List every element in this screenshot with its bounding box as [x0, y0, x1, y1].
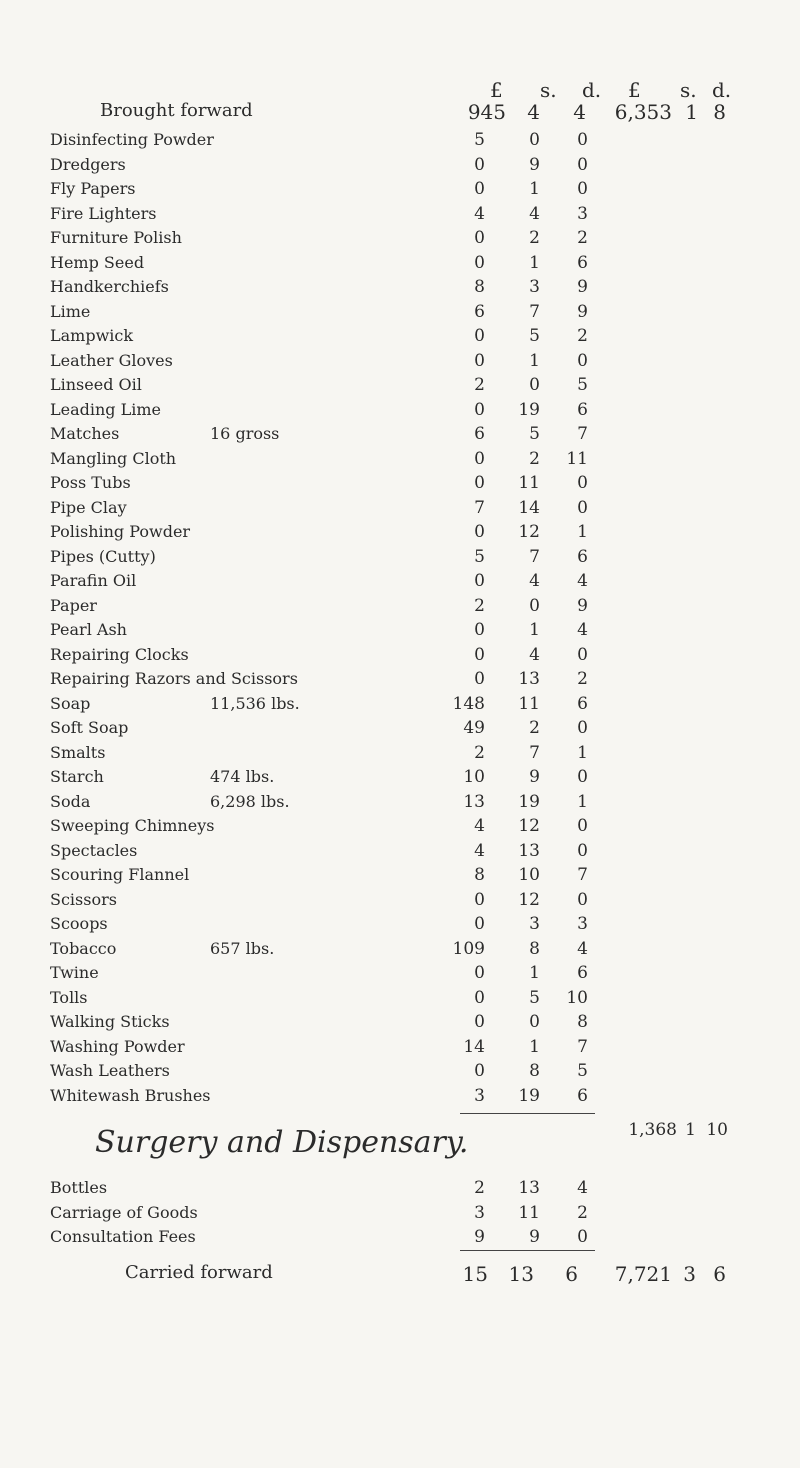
- table-row: [0, 545, 800, 570]
- item-name: Polishing Powder: [50, 522, 191, 541]
- item-shillings: 12: [518, 816, 540, 836]
- item-shillings: 11: [518, 1202, 540, 1223]
- table-row: [0, 153, 800, 178]
- item-pence: 6: [577, 252, 588, 273]
- header-pence-2: d.: [712, 78, 732, 102]
- item-pence: 3: [577, 203, 588, 224]
- item-pence: 0: [577, 816, 588, 836]
- item-name: Fly Papers: [50, 179, 136, 198]
- item-name: Repairing Clocks: [50, 644, 189, 664]
- item-pence: 7: [577, 424, 588, 444]
- item-shillings: 0: [529, 1012, 540, 1032]
- table-row: [0, 1035, 800, 1060]
- item-shillings: 2: [529, 718, 540, 738]
- item-pounds: 5: [474, 546, 485, 567]
- table-row: [0, 961, 800, 986]
- item-shillings: 7: [529, 742, 540, 763]
- item-pence: 0: [577, 130, 588, 150]
- item-pence: 0: [577, 350, 588, 371]
- item-pounds: 5: [474, 130, 485, 150]
- brought-forward-pounds-2: 6,353: [614, 100, 672, 124]
- item-pounds: 0: [474, 914, 485, 934]
- item-shillings: 1: [529, 350, 540, 371]
- brought-forward-pounds: 945: [467, 100, 506, 124]
- table-row: [0, 128, 800, 153]
- table-row: [0, 1084, 800, 1109]
- table-row: [0, 643, 800, 668]
- table-row: [0, 839, 800, 864]
- item-shillings: 11: [518, 473, 540, 493]
- item-name: Scouring Flannel: [50, 865, 190, 884]
- brought-forward-pence-2: 8: [713, 100, 726, 124]
- item-pence: 0: [577, 497, 588, 518]
- carried-forward-label: Carried forward: [125, 1262, 273, 1283]
- item-pounds: 0: [474, 571, 485, 591]
- item-shillings: 19: [518, 1085, 540, 1106]
- table-row: [0, 520, 800, 545]
- table-row: [0, 814, 800, 839]
- item-pence: 4: [577, 571, 588, 591]
- item-shillings: 3: [529, 914, 540, 934]
- item-pence: 2: [577, 669, 588, 689]
- item-shillings: 9: [529, 767, 540, 787]
- item-pounds: 0: [474, 350, 485, 371]
- item-shillings: 12: [518, 889, 540, 910]
- item-name: Fire Lighters: [50, 203, 157, 223]
- item-pence: 4: [577, 620, 588, 640]
- table-row: [0, 471, 800, 496]
- item-pounds: 0: [474, 889, 485, 910]
- item-pence: 10: [566, 987, 588, 1008]
- item-shillings: 1: [529, 252, 540, 273]
- item-shillings: 14: [518, 497, 540, 518]
- item-pounds: 10: [463, 767, 485, 787]
- item-pence: 6: [577, 693, 588, 714]
- item-pounds: 7: [474, 497, 485, 518]
- item-shillings: 2: [529, 448, 540, 469]
- header-shilling-2: s.: [680, 78, 697, 102]
- table-row: [0, 496, 800, 521]
- item-pounds: 0: [474, 620, 485, 640]
- item-pounds: 0: [474, 1061, 485, 1081]
- item-pence: 8: [577, 1012, 588, 1032]
- item-pounds: 9: [474, 1227, 485, 1247]
- item-shillings: 5: [529, 987, 540, 1008]
- item-pounds: 14: [463, 1036, 485, 1057]
- item-pounds: 6: [474, 301, 485, 322]
- item-shillings: 5: [529, 424, 540, 444]
- item-shillings: 0: [529, 375, 540, 395]
- brought-forward-label: Brought forward: [100, 100, 253, 121]
- item-name: Tolls: [50, 987, 88, 1007]
- item-pounds: 0: [474, 963, 485, 983]
- table-row: [0, 1176, 800, 1201]
- item-pence: 6: [577, 1085, 588, 1106]
- item-name: Soft Soap: [50, 718, 129, 737]
- table-row: [0, 324, 800, 349]
- table-row: [0, 667, 800, 692]
- item-pence: 11: [566, 448, 588, 469]
- subtotal-shillings: 1: [685, 1120, 696, 1140]
- item-shillings: 7: [529, 301, 540, 322]
- item-shillings: 8: [529, 1061, 540, 1081]
- item-name: Handkerchiefs: [50, 277, 169, 296]
- table-row: [0, 888, 800, 913]
- item-shillings: 13: [518, 669, 540, 689]
- item-pounds: 4: [474, 840, 485, 861]
- item-pounds: 3: [474, 1202, 485, 1223]
- item-pounds: 0: [474, 522, 485, 542]
- item-qty: 16 gross: [210, 424, 280, 443]
- item-pounds: 0: [474, 448, 485, 469]
- item-pence: 9: [577, 277, 588, 297]
- item-shillings: 19: [518, 791, 540, 812]
- header-pound: £: [490, 78, 503, 102]
- table-row: [0, 251, 800, 276]
- item-shillings: 3: [529, 277, 540, 297]
- item-name: Mangling Cloth: [50, 448, 177, 468]
- brought-forward-pence: 4: [573, 100, 586, 124]
- item-pounds: 4: [474, 203, 485, 224]
- item-pence: 1: [577, 791, 588, 812]
- carried-forward-shillings: 13: [508, 1262, 534, 1286]
- table-row: [0, 1225, 800, 1250]
- item-pence: 6: [577, 963, 588, 983]
- carried-forward-shillings-2: 3: [683, 1262, 696, 1286]
- subtotal-rule: [460, 1113, 595, 1114]
- table-row: [0, 765, 800, 790]
- item-pounds: 13: [463, 791, 485, 812]
- item-pounds: 2: [474, 742, 485, 763]
- item-name: Dredgers: [50, 154, 126, 174]
- item-pounds: 0: [474, 154, 485, 175]
- item-pounds: 0: [474, 473, 485, 493]
- item-shillings: 4: [529, 203, 540, 224]
- table-row: [0, 349, 800, 374]
- table-row: [0, 275, 800, 300]
- item-name: Walking Sticks: [50, 1012, 170, 1031]
- carried-forward-pounds-2: 7,721: [614, 1262, 672, 1286]
- item-pounds: 0: [474, 252, 485, 273]
- item-name: Spectacles: [50, 840, 138, 860]
- item-name: Bottles: [50, 1178, 108, 1197]
- item-shillings: 19: [518, 399, 540, 420]
- item-pounds: 49: [463, 718, 485, 738]
- item-pounds: 0: [474, 399, 485, 420]
- table-row: [0, 863, 800, 888]
- item-pounds: 109: [452, 938, 485, 959]
- item-pence: 1: [577, 522, 588, 542]
- carried-forward-pence-2: 6: [713, 1262, 726, 1286]
- item-pence: 7: [577, 1036, 588, 1057]
- item-pence: 5: [577, 1061, 588, 1081]
- table-row: [0, 741, 800, 766]
- item-name: Washing Powder: [50, 1036, 185, 1056]
- item-name: Furniture Polish: [50, 228, 182, 247]
- item-pence: 9: [577, 301, 588, 322]
- item-shillings: 13: [518, 1178, 540, 1198]
- table-row: [0, 692, 800, 717]
- item-pence: 6: [577, 399, 588, 420]
- header-pence: d.: [582, 78, 602, 102]
- table-row: [0, 986, 800, 1011]
- brought-forward-shillings-2: 1: [685, 100, 698, 124]
- item-name: Tobacco: [50, 938, 117, 958]
- item-name: Wash Leathers: [50, 1061, 170, 1080]
- item-name: Sweeping Chimneys: [50, 816, 215, 835]
- item-name: Consultation Fees: [50, 1227, 196, 1246]
- item-pence: 0: [577, 718, 588, 738]
- item-shillings: 5: [529, 326, 540, 346]
- item-shillings: 2: [529, 228, 540, 248]
- item-pence: 9: [577, 595, 588, 616]
- item-shillings: 8: [529, 938, 540, 959]
- item-qty: 11,536 lbs.: [210, 693, 300, 713]
- item-pence: 0: [577, 840, 588, 861]
- item-name: Poss Tubs: [50, 473, 131, 492]
- item-pounds: 8: [474, 865, 485, 885]
- item-pounds: 4: [474, 816, 485, 836]
- item-pounds: 0: [474, 228, 485, 248]
- item-pounds: 6: [474, 424, 485, 444]
- item-shillings: 10: [518, 865, 540, 885]
- table-row: [0, 1059, 800, 1084]
- item-shillings: 9: [529, 1227, 540, 1247]
- item-pence: 2: [577, 1202, 588, 1223]
- brought-forward-shillings: 4: [527, 100, 540, 124]
- item-pence: 0: [577, 1227, 588, 1247]
- item-name: Twine: [50, 963, 99, 982]
- item-pounds: 0: [474, 987, 485, 1008]
- item-qty: 474 lbs.: [210, 767, 275, 786]
- item-shillings: 11: [518, 693, 540, 714]
- item-name: Leading Lime: [50, 399, 162, 419]
- item-pence: 2: [577, 326, 588, 346]
- table-row: [0, 447, 800, 472]
- item-pence: 0: [577, 767, 588, 787]
- item-pence: 0: [577, 473, 588, 493]
- item-name: Disinfecting Powder: [50, 130, 214, 149]
- carried-forward-pence: 6: [565, 1262, 578, 1286]
- item-name: Repairing Razors and Scissors: [50, 669, 298, 688]
- item-qty: 6,298 lbs.: [210, 791, 290, 811]
- table-row: [0, 398, 800, 423]
- surgery-item-list: [0, 1176, 800, 1250]
- item-shillings: 12: [518, 522, 540, 542]
- item-pounds: 0: [474, 669, 485, 689]
- item-pence: 0: [577, 889, 588, 910]
- item-pence: 1: [577, 742, 588, 763]
- table-row: [0, 594, 800, 619]
- item-name: Paper: [50, 595, 97, 615]
- item-pence: 2: [577, 228, 588, 248]
- item-shillings: 1: [529, 1036, 540, 1057]
- item-shillings: 13: [518, 840, 540, 861]
- item-pounds: 2: [474, 1178, 485, 1198]
- item-shillings: 4: [529, 644, 540, 665]
- item-name: Matches: [50, 424, 120, 443]
- item-name: Linseed Oil: [50, 375, 142, 394]
- item-pounds: 2: [474, 595, 485, 616]
- item-name: Soda: [50, 791, 91, 811]
- item-shillings: 1: [529, 620, 540, 640]
- item-name: Pearl Ash: [50, 620, 127, 639]
- table-row: [0, 177, 800, 202]
- table-row: [0, 1010, 800, 1035]
- carried-forward-pounds: 15: [462, 1262, 488, 1286]
- item-name: Soap: [50, 693, 91, 713]
- table-row: [0, 422, 800, 447]
- item-name: Scissors: [50, 889, 117, 909]
- item-pounds: 2: [474, 375, 485, 395]
- table-row: [0, 716, 800, 741]
- item-pence: 7: [577, 865, 588, 885]
- item-pounds: 3: [474, 1085, 485, 1106]
- item-shillings: 0: [529, 130, 540, 150]
- item-list: [0, 128, 800, 1108]
- table-row: [0, 912, 800, 937]
- header-pound-2: £: [628, 78, 641, 102]
- item-shillings: 9: [529, 154, 540, 175]
- item-pounds: 0: [474, 1012, 485, 1032]
- section-title: Surgery and Dispensary.: [95, 1125, 469, 1160]
- subtotal-pence: 10: [706, 1120, 728, 1140]
- item-name: Whitewash Brushes: [50, 1085, 211, 1105]
- item-pounds: 8: [474, 277, 485, 297]
- item-pence: 6: [577, 546, 588, 567]
- item-shillings: 7: [529, 546, 540, 567]
- item-pence: 4: [577, 1178, 588, 1198]
- item-name: Starch: [50, 767, 104, 786]
- item-name: Smalts: [50, 742, 106, 762]
- item-name: Pipes (Cutty): [50, 546, 156, 566]
- item-pence: 4: [577, 938, 588, 959]
- table-row: [0, 790, 800, 815]
- item-pounds: 0: [474, 644, 485, 665]
- item-name: Parafin Oil: [50, 571, 137, 590]
- item-name: Carriage of Goods: [50, 1202, 198, 1222]
- item-shillings: 0: [529, 595, 540, 616]
- item-pence: 5: [577, 375, 588, 395]
- item-name: Hemp Seed: [50, 252, 145, 272]
- item-name: Lampwick: [50, 326, 134, 345]
- table-row: [0, 569, 800, 594]
- table-row: [0, 373, 800, 398]
- item-pounds: 148: [452, 693, 485, 714]
- table-row: [0, 202, 800, 227]
- item-name: Scoops: [50, 914, 108, 933]
- item-pence: 0: [577, 154, 588, 175]
- item-shillings: 4: [529, 571, 540, 591]
- item-pounds: 0: [474, 326, 485, 346]
- item-shillings: 1: [529, 179, 540, 199]
- table-row: [0, 937, 800, 962]
- subtotal-pounds: 1,368: [628, 1120, 677, 1140]
- table-row: [0, 226, 800, 251]
- carried-forward-rule: [460, 1250, 595, 1251]
- table-row: [0, 618, 800, 643]
- item-pence: 0: [577, 644, 588, 665]
- header-shilling: s.: [540, 78, 557, 102]
- item-pounds: 0: [474, 179, 485, 199]
- item-pence: 0: [577, 179, 588, 199]
- item-name: Pipe Clay: [50, 497, 127, 517]
- item-name: Leather Gloves: [50, 350, 173, 370]
- item-pence: 3: [577, 914, 588, 934]
- item-qty: 657 lbs.: [210, 938, 275, 958]
- table-row: [0, 300, 800, 325]
- table-row: [0, 1201, 800, 1226]
- item-name: Lime: [50, 301, 91, 321]
- item-shillings: 1: [529, 963, 540, 983]
